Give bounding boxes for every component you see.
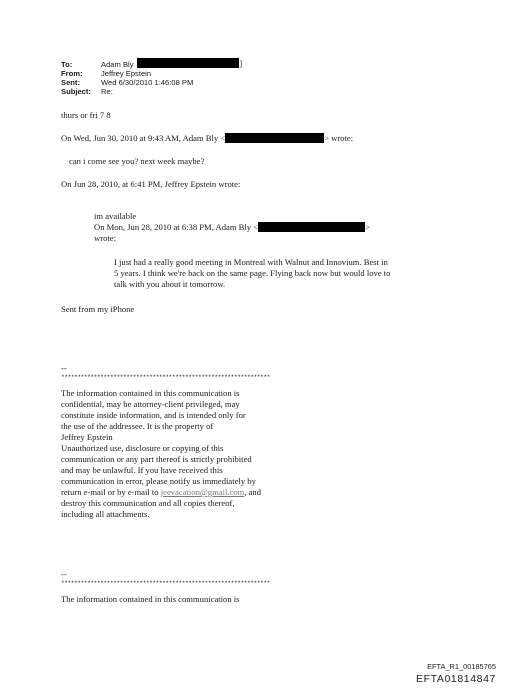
quote3-header — [94, 222, 370, 233]
quote2-header: On Jun 28, 2010, at 6:41 PM, Jeffrey Epstein wrote: — [61, 179, 241, 189]
message-line-1: I just had a really good meeting in Montreal with Walnut and Innovium. Best in — [114, 257, 388, 267]
disclaimer-line-4: the use of the addressee. It is the property of — [61, 421, 214, 431]
return-suffix: , and — [244, 487, 262, 497]
disclaimer-line-12: including all attachments. — [61, 509, 150, 519]
quote3-prefix: On Mon, Jun 28, 2010 at 6:38 PM, Adam Bly < — [94, 222, 259, 232]
sent-value: Wed 6/30/2010 1:46:08 PM — [101, 78, 194, 87]
disclaimer-line-2: confidential, may be attorney-client privileged, may — [61, 399, 240, 409]
disclaimer-line-3: constitute inside information, and is intended only for — [61, 410, 246, 420]
sent-label: Sent: — [61, 78, 80, 87]
to-bracket: ] — [240, 59, 243, 68]
signature: Sent from my iPhone — [61, 304, 135, 314]
separator-stars: **************************************************************** — [61, 374, 270, 381]
reply-text: thurs or fri 7 8 — [61, 110, 111, 120]
to-value: Adam Bly — [101, 60, 134, 69]
separator-dashes: -- — [61, 363, 67, 373]
im-available: im available — [94, 211, 137, 221]
disclaimer-line-5: Jeffrey Epstein — [61, 432, 113, 442]
quote1-text: can i come see you? next week maybe? — [69, 156, 205, 166]
message-line-2: 5 years. I think we're back on the same page. Flying back now but would love to — [114, 268, 391, 278]
disclaimer-line-9: communication in error, please notify us immediately by — [61, 476, 256, 486]
email-link[interactable]: jeevacation@gmail.com — [160, 487, 245, 497]
redaction-email-1 — [225, 133, 324, 143]
quote1-header — [61, 133, 353, 144]
wrote-label: wrote: — [94, 233, 116, 243]
disclaimer-trailing: The information contained in this communication is — [61, 594, 240, 604]
return-prefix: return e-mail or by e-mail to — [61, 487, 161, 497]
disclaimer-line-8: and may be unlawful. If you have received this — [61, 465, 223, 475]
to-label: To: — [61, 60, 73, 69]
disclaimer-line-1: The information contained in this communication is — [61, 388, 240, 398]
quote1-suffix: > wrote: — [324, 133, 354, 143]
message-line-3: talk with you about it tomorrow. — [114, 279, 226, 289]
disclaimer-line-6: Unauthorized use, disclosure or copying of this — [61, 443, 224, 453]
quote1-prefix: On Wed, Jun 30, 2010 at 9:43 AM, Adam Bly < — [61, 133, 226, 143]
redaction-email-2 — [258, 222, 365, 232]
subject-label: Subject: — [61, 87, 91, 96]
redaction-to — [137, 58, 239, 68]
quote3-suffix: > — [365, 222, 370, 232]
separator-dashes-2: -- — [61, 569, 67, 579]
separator-stars-2: **************************************************************** — [61, 580, 270, 587]
disclaimer-line-10 — [61, 487, 261, 498]
from-value: Jeffrey Epstein — [101, 69, 152, 78]
from-label: From: — [61, 69, 83, 78]
disclaimer-line-11: destroy this communication and all copies thereof, — [61, 498, 235, 508]
disclaimer-line-7: communication or any part thereof is strictly prohibited — [61, 454, 252, 464]
bates-number-2: EFTA01814847 — [416, 673, 496, 685]
subject-value: Re: — [101, 87, 113, 96]
bates-number-1: EFTA_R1_00185765 — [427, 662, 496, 671]
